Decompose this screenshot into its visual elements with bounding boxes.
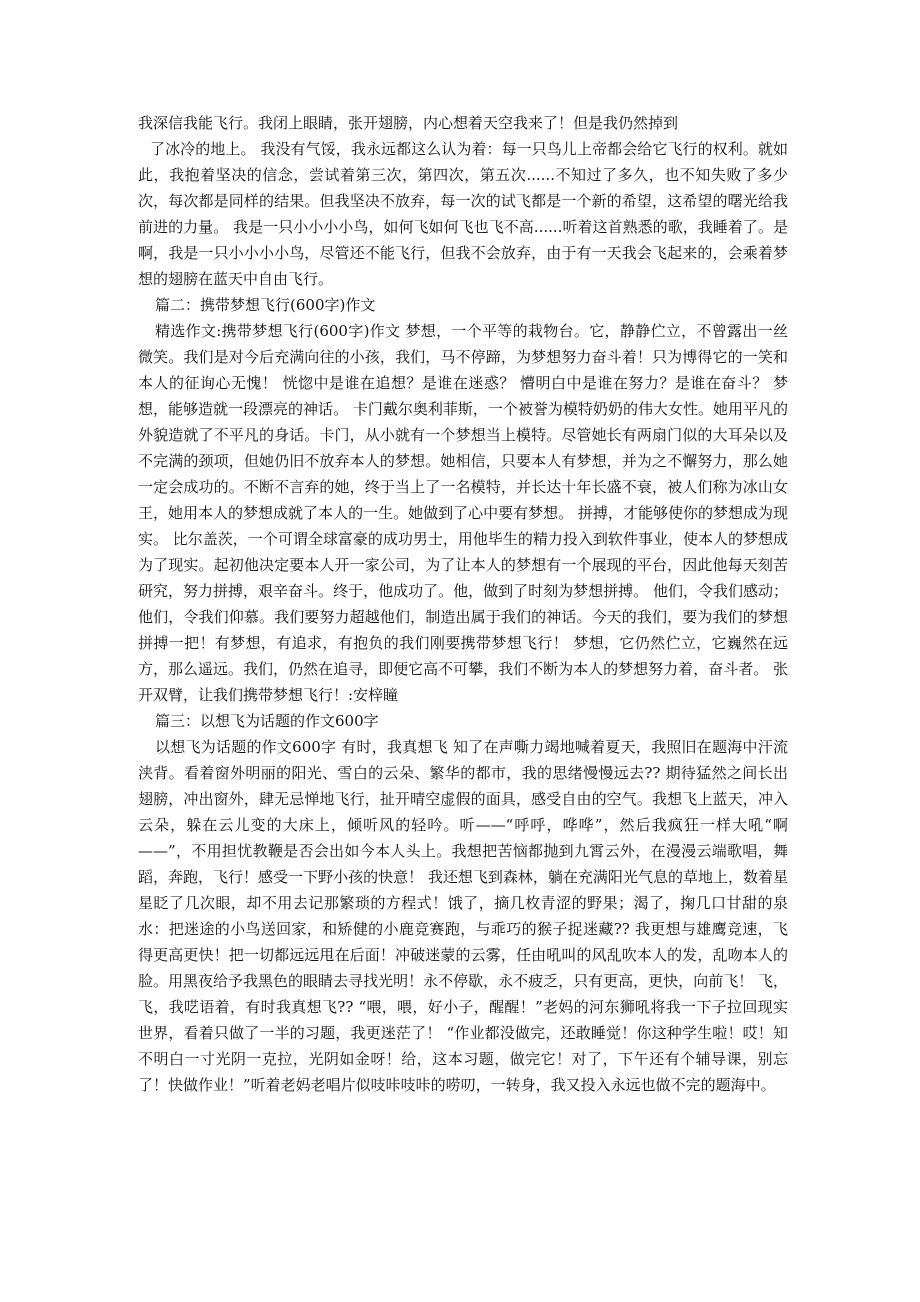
- section-heading-3: 篇三：以想飞为话题的作文600字: [155, 712, 379, 730]
- section-heading-2: 篇二：携带梦想飞行(600字)作文: [155, 296, 376, 314]
- paragraph-3: 精选作文:携带梦想飞行(600字)作文 梦想，一个平等的栽物台。它，静静伫立，不曾露出一丝微笑。我们是对今后充满向往的小孩，我们，马不停蹄，为梦想努力奋斗着！只为博得它的一笑和本人的征询心无愧！ 恍惚中是谁在追想？是谁在迷惑？ 懵明白中是谁在努力？是谁在奋斗？ 梦想，能够造就一段漂亮的神话。 卡门戴尔奥利菲斯，一个被誉为模特奶奶的伟大女性。她用平凡的外貌造就了不平凡的身话。卡门，从小就有一个梦想当上模特。尽管她长有两扇门似的大耳朵以及不完满的颈项，但她仍旧不放弃本人的梦想。她相信，只要本人有梦想，并为之不懈努力，那么她一定会成功的。不断不言弃的她，终于当上了一名模特，并长达十年长盛不衰，被人们称为冰山女王，她用本人的梦想成就了本人的一生。她做到了心中要有梦想。 拼搏，才能够使你的梦想成为现实。 比尔盖茨，一个可谓全球富豪的成功男士，用他毕生的精力投入到软件事业，使本人的梦想成为了现实。起初他决定要本人开一家公司，为了让本人的梦想有一个展现的平台，因此他每天刻苦研究，努力拼搏，艰辛奋斗。终于，他成功了。他，做到了时刻为梦想拼搏。 他们，令我们感动；他们，令我们仰慕。我们要努力超越他们，制造出属于我们的神话。今天的我们，要为我们的梦想拼搏一把！有梦想，有追求，有抱负的我们刚要携带梦想飞行！ 梦想，它仍然伫立，它巍然在远方，那么遥远。我们，仍然在追寻，即便它高不可攀，我们不断为本人的梦想努力着，奋斗者。 张开双臂，让我们携带梦想飞行！:安梓瞳: [138, 322, 788, 704]
- paragraph-4: 以想飞为话题的作文600字 有时，我真想飞 知了在声嘶力竭地喊着夏天，我照旧在题海中汗流浃背。看着窗外明丽的阳光、雪白的云朵、繁华的都市，我的思绪慢慢远去?? 期待猛然之间长出翅膀，冲出窗外，肆无忌惮地飞行，扯开晴空虚假的面具，感受自由的空气。我想飞上蓝天，冲入云朵，躲在云儿变的大床上，倾听风的轻吟。听——“呼呼，哗哗”，然后我疯狂一样大吼“啊——”，不用担忧教鞭是否会出如今本人头上。我想把苦恼都抛到九霄云外，在漫漫云端歌唱，舞蹈，奔跑，飞行！感受一下野小孩的快意！ 我还想飞到森林，躺在充满阳光气息的草地上，数着星星眨了几次眼，却不用去记那繁琐的方程式！饿了，摘几枚青涩的野果；渴了，掬几口甘甜的泉水：把迷途的小鸟送回家，和矫健的小鹿竞赛跑，与乖巧的猴子捉迷藏?? 我更想与雄鹰竞速，飞得更高更快！把一切都远远甩在后面！冲破迷蒙的云雾，任由吼叫的风乱吹本人的发，乱吻本人的脸。用黑夜给予我黑色的眼睛去寻找光明！永不停歇，永不疲乏，只有更高，更快，向前飞！ 飞，飞，我呓语着，有时我真想飞?? “喂，喂，好小子，醒醒！”老妈的河东狮吼将我一下子拉回现实世界，看着只做了一半的习题，我更迷茫了！ “作业都没做完，还敢睡觉！你这种学生啦！哎！知不明白一寸光阴一克拉，光阴如金呀！给，这本习题，做完它！对了，下午还有个辅导课，别忘了！快做作业！”听着老妈老唱片似吱咔吱咔的唠叨，一转身，我又投入永远也做不完的题海中。: [138, 738, 788, 1094]
- document-body: [138, 110, 788, 1098]
- paragraph-2: 了冰冷的地上。 我没有气馁，我永远都这么认为着：每一只鸟儿上帝都会给它飞行的权利。就如此，我抱着坚决的信念，尝试着第三次，第四次，第五次......不知过了多久，也不知失败了多少次，每次都是同样的结果。但我坚决不放弃，每一次的试飞都是一个新的希望，这希望的曙光给我前进的力量。 我是一只小小小小鸟，如何飞如何飞也飞不高......听着这首熟悉的歌，我睡着了。是啊，我是一只小小小小鸟，尽管还不能飞行，但我不会放弃，由于有一天我会飞起来的，会乘着梦想的翅膀在蓝天中自由飞行。: [138, 140, 788, 288]
- paragraph-1: 我深信我能飞行。我闭上眼睛，张开翅膀，内心想着天空我来了！但是我仍然掉到: [138, 114, 679, 132]
